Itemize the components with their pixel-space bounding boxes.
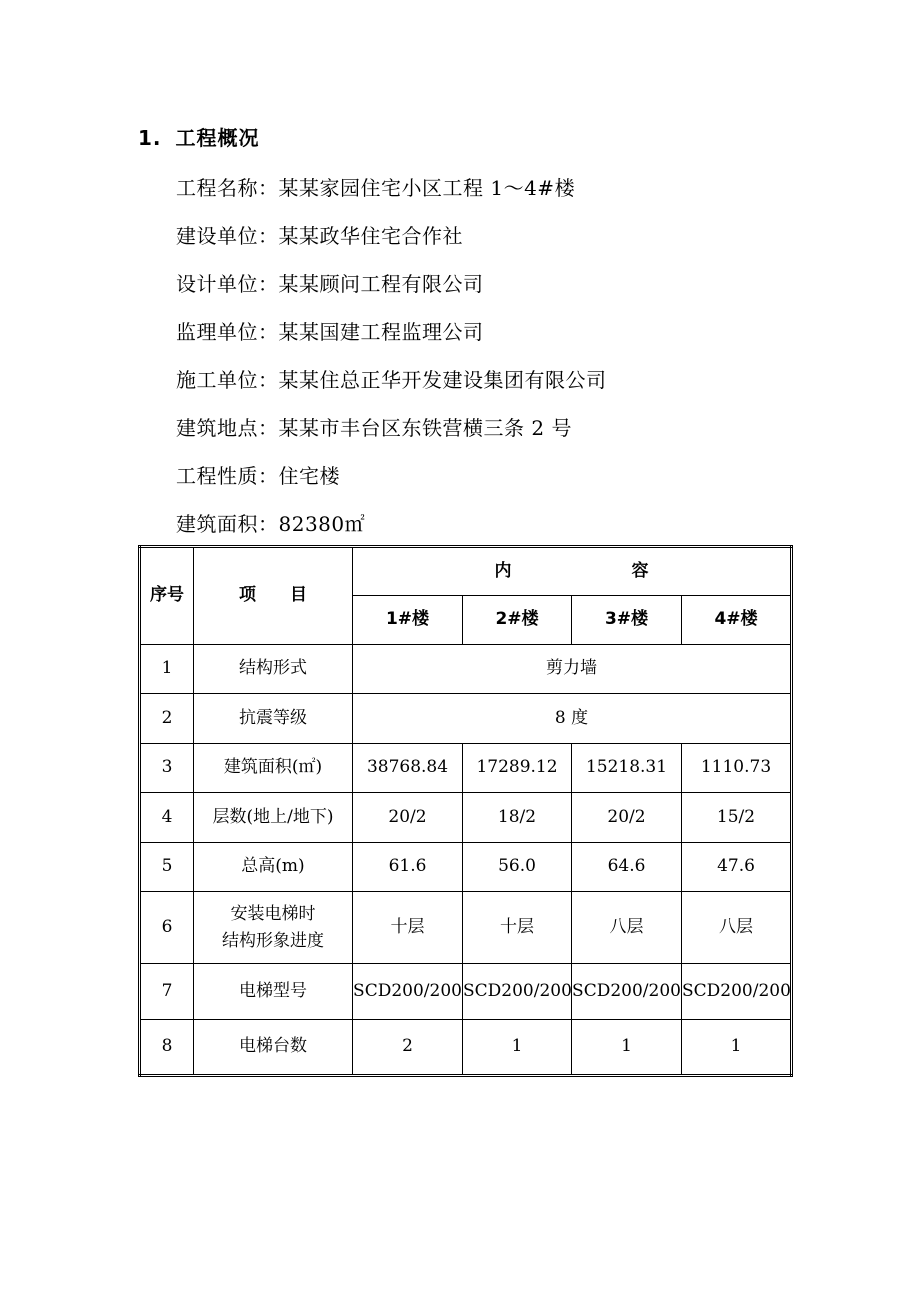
table-row: [140, 843, 792, 892]
header-building-3: 3#楼: [572, 596, 682, 645]
table-row: [140, 793, 792, 843]
row-no: 6: [140, 892, 194, 964]
row-merged-value: 剪力墙: [353, 645, 792, 694]
row-merged-value: 8 度: [353, 694, 792, 744]
cell-value: 61.6: [353, 843, 463, 892]
header-building-4: 4#楼: [682, 596, 792, 645]
row-item: 结构形式: [194, 645, 353, 694]
cell-value: 八层: [682, 892, 792, 964]
header-building-2: 2#楼: [463, 596, 572, 645]
row-item: 总高(m): [194, 843, 353, 892]
cell-value: 20/2: [353, 793, 463, 843]
cell-value: 17289.12: [463, 744, 572, 793]
row-no: 4: [140, 793, 194, 843]
section-number: 1.: [138, 126, 162, 150]
row-item: 建筑面积(㎡): [194, 744, 353, 793]
info-project-name: 工程名称：某某家园住宅小区工程 1～4#楼: [176, 176, 576, 200]
cell-value: 十层: [353, 892, 463, 964]
cell-value: 56.0: [463, 843, 572, 892]
overview-table: [138, 545, 793, 1077]
info-owner: 建设单位：某某政华住宅合作社: [176, 224, 463, 248]
section-title: 工程概况: [175, 126, 260, 150]
cell-value: SCD200/200: [353, 964, 463, 1020]
row-item: 电梯台数: [194, 1020, 353, 1076]
row-no: 8: [140, 1020, 194, 1076]
cell-value: SCD200/200: [682, 964, 792, 1020]
cell-value: 15218.31: [572, 744, 682, 793]
table-row: [140, 1020, 792, 1076]
cell-value: 2: [353, 1020, 463, 1076]
cell-value: 1: [463, 1020, 572, 1076]
info-location: 建筑地点：某某市丰台区东铁营横三条 2 号: [176, 416, 572, 440]
cell-value: 1: [682, 1020, 792, 1076]
cell-value: SCD200/200: [572, 964, 682, 1020]
cell-value: 八层: [572, 892, 682, 964]
header-content: 内 容: [353, 547, 792, 596]
cell-value: 47.6: [682, 843, 792, 892]
cell-value: 18/2: [463, 793, 572, 843]
info-designer: 设计单位：某某顾问工程有限公司: [176, 272, 484, 296]
cell-value: SCD200/200: [463, 964, 572, 1020]
row-item: 安装电梯时 结构形象进度: [194, 892, 353, 964]
header-item: 项 目: [194, 547, 353, 645]
info-area: 建筑面积：82380㎡: [176, 512, 366, 536]
cell-value: 38768.84: [353, 744, 463, 793]
cell-value: 64.6: [572, 843, 682, 892]
table-row: [140, 964, 792, 1020]
info-nature: 工程性质：住宅楼: [176, 464, 340, 488]
row-item: 层数(地上/地下): [194, 793, 353, 843]
info-supervisor: 监理单位：某某国建工程监理公司: [176, 320, 484, 344]
table-row: [140, 645, 792, 694]
row-no: 1: [140, 645, 194, 694]
cell-value: 1: [572, 1020, 682, 1076]
row-item: 抗震等级: [194, 694, 353, 744]
row-no: 5: [140, 843, 194, 892]
cell-value: 15/2: [682, 793, 792, 843]
table-row: [140, 744, 792, 793]
cell-value: 十层: [463, 892, 572, 964]
info-contractor: 施工单位：某某住总正华开发建设集团有限公司: [176, 368, 607, 392]
row-no: 2: [140, 694, 194, 744]
cell-value: 1110.73: [682, 744, 792, 793]
header-no: 序号: [140, 547, 194, 645]
row-item: 电梯型号: [194, 964, 353, 1020]
table-row: [140, 892, 792, 964]
section-heading: [138, 122, 260, 151]
row-no: 7: [140, 964, 194, 1020]
cell-value: 20/2: [572, 793, 682, 843]
row-no: 3: [140, 744, 194, 793]
table-row: [140, 694, 792, 744]
header-building-1: 1#楼: [353, 596, 463, 645]
